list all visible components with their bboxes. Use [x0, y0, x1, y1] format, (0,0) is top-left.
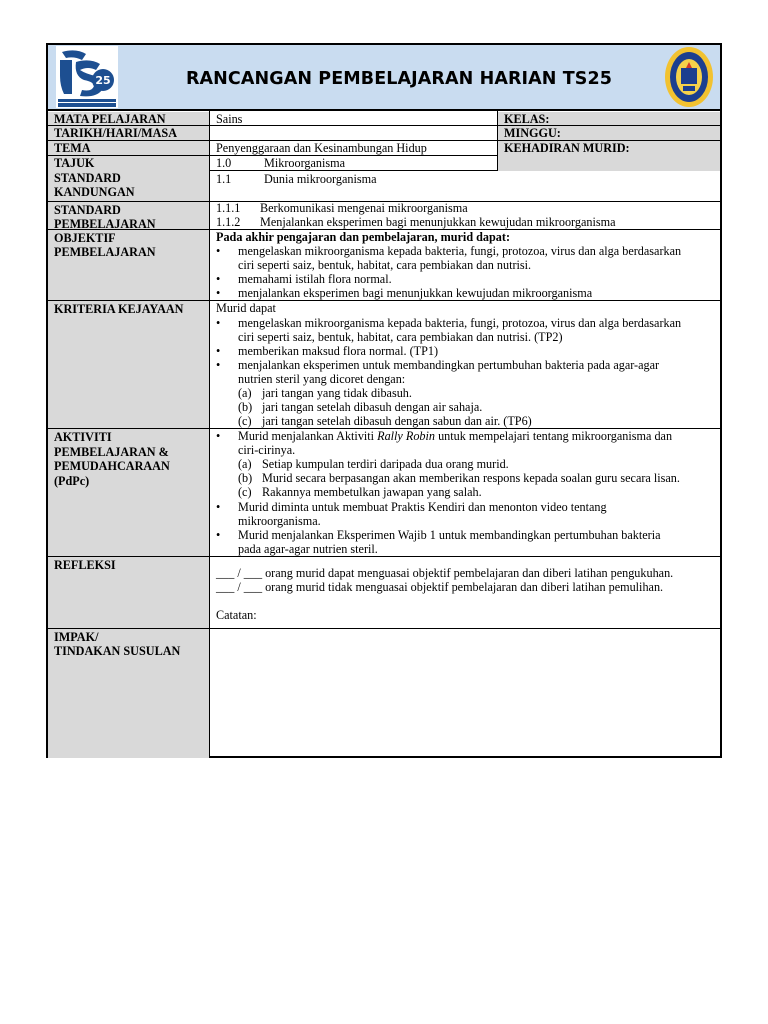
aktiviti-sub-a-text: Setiap kumpulan terdiri daripada dua orang murid. — [262, 457, 509, 471]
standard-kandungan-label-1: STANDARD — [54, 171, 121, 185]
tajuk-label: TAJUK — [48, 156, 209, 170]
objektif-bullet-2: • memahami istilah flora normal. — [238, 272, 392, 286]
aktiviti-bullet-2-line-1: • Murid diminta untuk membuat Praktis Kendiri dan menonton video tentang — [238, 500, 607, 514]
tajuk-number: 1.0 — [216, 156, 232, 170]
impak-label-2: TINDAKAN SUSULAN — [54, 644, 181, 658]
standard-kandungan-number: 1.1 — [216, 172, 232, 186]
ts25-logo — [56, 46, 118, 108]
aktiviti-sub-c-text: Rakannya membetulkan jawapan yang salah. — [262, 485, 482, 499]
refleksi-catatan: Catatan: — [216, 608, 257, 622]
aktiviti-b1-pre: Murid menjalankan Aktiviti — [238, 429, 378, 443]
lesson-plan-sheet — [46, 43, 722, 758]
objektif-bullet-1-line-2: ciri seperti saiz, bentuk, habitat, cara pembiakan dan nutrisi. — [238, 258, 532, 272]
kriteria-sub-c-mark: (c) — [238, 414, 252, 428]
kriteria-bullet-1-line-2: ciri seperti saiz, bentuk, habitat, cara pembiakan dan nutrisi. (TP2) — [238, 330, 563, 344]
aktiviti-bullet-3-line-1: • Murid menjalankan Eksperimen Wajib 1 untuk membandingkan pertumbuhan bakteria — [238, 528, 661, 542]
kelas-label: KELAS: — [498, 112, 720, 125]
kriteria-label: KRITERIA KEJAYAAN — [48, 301, 209, 428]
aktiviti-b1-emphasis: Rally Robin — [377, 429, 436, 443]
sp-item-1-number: 1.1.1 — [216, 201, 241, 215]
aktiviti-label-4: (PdPc) — [54, 473, 90, 488]
impak-label-1: IMPAK/ — [54, 630, 99, 644]
refleksi-line-2: ___ / ___ orang murid tidak menguasai objektif pembelajaran dan diberi latihan pemulihan. — [216, 580, 664, 594]
sp-item-2-text: Menjalankan eksperimen bagi menunjukkan kewujudan mikroorganisma — [260, 215, 616, 229]
tarikh-label: TARIKH/HARI/MASA — [48, 126, 209, 140]
aktiviti-label-3: PEMUDAHCARAAN — [54, 459, 170, 473]
mata-pelajaran-value: Sains — [216, 112, 243, 126]
kriteria-bullet-1-line-1: • mengelaskan mikroorganisma kepada bakteria, fungi, protozoa, virus dan alga berdasarkan — [238, 316, 681, 330]
kriteria-sub-a-mark: (a) — [238, 386, 252, 400]
sp-item-1-text: Berkomunikasi mengenai mikroorganisma — [260, 201, 468, 215]
aktiviti-sub-b-text: Murid secara berpasangan akan memberikan respons kepada soalan guru secara lisan. — [262, 471, 680, 485]
standard-kandungan-label-2: KANDUNGAN — [54, 185, 135, 199]
tajuk-value: Mikroorganisma — [264, 156, 346, 170]
standard-pembelajaran-label — [48, 202, 209, 229]
objektif-label-1: OBJEKTIF — [54, 231, 116, 245]
tema-value: Penyenggaraan dan Kesinambungan Hidup — [216, 141, 427, 155]
standard-pembelajaran-label-1: STANDARD — [54, 203, 121, 217]
aktiviti-bullet-1-line-1 — [238, 429, 672, 443]
objektif-bullet-1-line-1: • mengelaskan mikroorganisma kepada bakteria, fungi, protozoa, virus dan alga berdasarkan — [238, 244, 681, 258]
objektif-label-2: PEMBELAJARAN — [54, 245, 156, 259]
standard-kandungan-value: Dunia mikroorganisma — [264, 172, 377, 186]
aktiviti-label-2: PEMBELAJARAN & — [54, 444, 169, 459]
sp-item-2-number: 1.1.2 — [216, 215, 241, 229]
kriteria-bullet-3-line-1: • menjalankan eksperimen untuk membandingkan pertumbuhan bakteria pada agar-agar — [238, 358, 659, 372]
objektif-bullet-3: • menjalankan eksperimen bagi menunjukkan kewujudan mikroorganisma — [238, 286, 592, 300]
aktiviti-sub-b-mark: (b) — [238, 471, 253, 485]
aktiviti-b1-post: untuk mempelajari tentang mikroorganisma dan — [435, 429, 673, 443]
kriteria-sub-b-text: jari tangan setelah dibasuh dengan air sahaja. — [262, 400, 483, 414]
tema-label: TEMA — [48, 141, 209, 155]
aktiviti-label-1: AKTIVITI — [54, 430, 112, 444]
kehadiran-label: KEHADIRAN MURID: — [498, 141, 720, 171]
aktiviti-bullet-1-line-2: ciri-cirinya. — [238, 443, 296, 457]
refleksi-label: REFLEKSI — [48, 557, 209, 628]
objektif-intro: Pada akhir pengajaran dan pembelajaran, murid dapat: — [216, 230, 511, 244]
page-title: RANCANGAN PEMBELAJARAN HARIAN TS25 — [185, 69, 613, 89]
kriteria-intro: Murid dapat — [216, 301, 276, 315]
aktiviti-label — [48, 429, 209, 556]
objektif-label — [48, 230, 209, 300]
aktiviti-bullet-3-line-2: pada agar-agar nutrien steril. — [238, 542, 378, 556]
impak-value-area[interactable] — [210, 629, 720, 758]
minggu-label: MINGGU: — [498, 126, 720, 140]
ts25-logo-number: 25 — [95, 74, 111, 87]
kriteria-bullet-3-line-2: nutrien steril yang dicoret dengan: — [238, 372, 406, 386]
kriteria-sub-b-mark: (b) — [238, 400, 253, 414]
standard-kandungan-label — [48, 170, 209, 201]
header-banner — [48, 45, 720, 111]
kriteria-sub-c-text: jari tangan setelah dibasuh dengan sabun dan air. (TP6) — [262, 414, 532, 428]
impak-label — [48, 629, 209, 758]
refleksi-line-1: ___ / ___ orang murid dapat menguasai objektif pembelajaran dan diberi latihan pengukuhan. — [216, 566, 674, 580]
school-crest-logo — [664, 46, 714, 108]
aktiviti-sub-c-mark: (c) — [238, 485, 252, 499]
kriteria-sub-a-text: jari tangan yang tidak dibasuh. — [262, 386, 412, 400]
aktiviti-bullet-2-line-2: mikroorganisma. — [238, 514, 321, 528]
mata-pelajaran-label: MATA PELAJARAN — [48, 112, 209, 125]
standard-pembelajaran-label-2: PEMBELAJARAN — [54, 217, 156, 229]
aktiviti-sub-a-mark: (a) — [238, 457, 252, 471]
kriteria-bullet-2: • memberikan maksud flora normal. (TP1) — [238, 344, 438, 358]
